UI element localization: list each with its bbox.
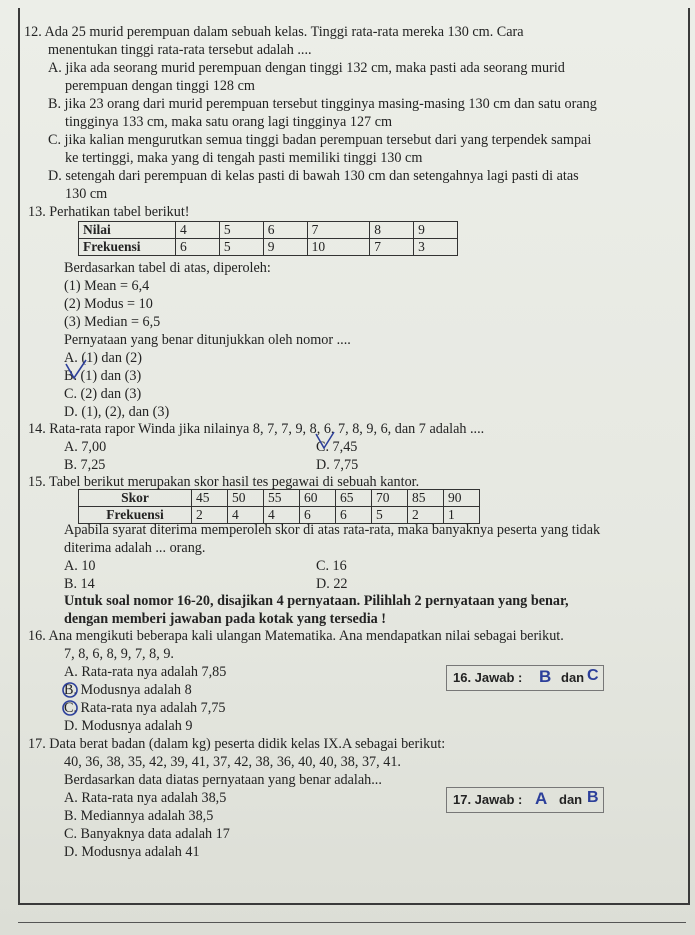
bottom-divider (18, 922, 686, 923)
instructions-line2: dengan memberi jawaban pada kotak yang tersedia ! (64, 611, 386, 627)
q13-check-mark (66, 360, 86, 378)
q16-option-d: D. Modusnya adalah 9 (64, 718, 193, 734)
table-cell: 2 (408, 507, 444, 524)
table-cell: 7 (370, 239, 414, 256)
table-cell: 8 (370, 222, 414, 239)
q14-stem: 14. Rata-rata rapor Winda jika nilainya 8, 7, 7, 9, 8, 6, 7, 8, 9, 6, dan 7 adalah .... (28, 421, 485, 437)
q16-stem: 16. Ana mengikuti beberapa kali ulangan Matematika. Ana mendapatkan nilai sebagai berikut. (28, 628, 564, 644)
table-cell: 85 (408, 490, 444, 507)
table-cell: 6 (263, 222, 307, 239)
table-header-frekuensi: Frekuensi (79, 507, 192, 524)
q12-option-b-line2: tingginya 133 cm, maka satu orang lagi tingginya 127 cm (65, 114, 393, 130)
q16-circle-mark-b (63, 683, 77, 697)
q12-stem-line2: menentukan tinggi rata-rata tersebut adalah .... (48, 42, 312, 58)
table-cell: 60 (300, 490, 336, 507)
q17-option-c: C. Banyaknya data adalah 17 (64, 826, 230, 842)
q13-option-c: C. (2) dan (3) (64, 386, 142, 402)
table-cell: 2 (192, 507, 228, 524)
q15-option-d: D. 22 (316, 576, 348, 592)
instructions-line1: Untuk soal nomor 16-20, disajikan 4 pernyataan. Pilihlah 2 pernyataan yang benar, (64, 593, 569, 609)
q13-prompt: Pernyataan yang benar ditunjukkan oleh nomor .... (64, 332, 351, 348)
q14-check-mark (316, 432, 334, 448)
q17-answer-2: B (587, 789, 599, 806)
table-cell: 90 (444, 490, 480, 507)
table-cell: 45 (192, 490, 228, 507)
q17-answer-label: 17. Jawab : (453, 792, 523, 807)
table-cell: 50 (228, 490, 264, 507)
q14-option-b: B. 7,25 (64, 457, 106, 473)
q17-option-b: B. Mediannya adalah 38,5 (64, 808, 214, 824)
q13-option-b: B. (1) dan (3) (64, 368, 142, 384)
table-cell: 6 (336, 507, 372, 524)
q16-circle-mark-c (63, 701, 77, 715)
table-cell: 65 (336, 490, 372, 507)
table-header-frekuensi: Frekuensi (79, 239, 176, 256)
table-cell: 3 (414, 239, 458, 256)
table-header-skor: Skor (79, 490, 192, 507)
table-cell: 4 (264, 507, 300, 524)
q16-answer-mid: dan (561, 670, 585, 685)
table-cell: 9 (263, 239, 307, 256)
q12-option-b-line1: B. jika 23 orang dari murid perempuan tersebut tingginya masing-masing 130 cm dan satu orang (48, 96, 597, 112)
q17-option-a: A. Rata-rata nya adalah 38,5 (64, 790, 227, 806)
q12-option-d-line1: D. setengah dari perempuan di kelas pasti di bawah 130 cm dan setengahnya lagi pasti di atas (48, 168, 579, 184)
table-header-nilai: Nilai (79, 222, 176, 239)
q15-option-a: A. 10 (64, 558, 96, 574)
q16-option-a: A. Rata-rata nya adalah 7,85 (64, 664, 227, 680)
q13-statement-3: (3) Median = 6,5 (64, 314, 161, 330)
q16-option-c: C. Rata-rata nya adalah 7,75 (64, 700, 226, 716)
q17-option-d: D. Modusnya adalah 41 (64, 844, 200, 860)
table-cell: 10 (307, 239, 370, 256)
q17-data: 40, 36, 38, 35, 42, 39, 41, 37, 42, 38, 36, 40, 40, 38, 37, 41. (64, 754, 401, 770)
table-cell: 5 (372, 507, 408, 524)
table-cell: 6 (300, 507, 336, 524)
q12-stem-line1: 12. Ada 25 murid perempuan dalam sebuah kelas. Tinggi rata-rata mereka 130 cm. Cara (24, 24, 524, 40)
table-cell: 5 (219, 222, 263, 239)
q16-answer-2: C (587, 667, 599, 684)
table-cell: 1 (444, 507, 480, 524)
q16-answer-label: 16. Jawab : (453, 670, 523, 685)
q12-option-a-line1: A. jika ada seorang murid perempuan dengan tinggi 132 cm, maka pasti ada seorang murid (48, 60, 565, 76)
q12-option-c-line1: C. jika kalian mengurutkan semua tinggi badan perempuan tersebut dari yang terpendek sampai (48, 132, 592, 148)
table-cell: 4 (176, 222, 220, 239)
q12-option-a-line2: perempuan dengan tinggi 128 cm (65, 78, 255, 94)
q17-answer-mid: dan (559, 792, 583, 807)
q15-condition-line1: Apabila syarat diterima memperoleh skor di atas rata-rata, maka banyaknya peserta yang tidak (64, 522, 601, 538)
table-cell: 5 (219, 239, 263, 256)
q15-option-c: C. 16 (316, 558, 347, 574)
q16-data: 7, 8, 6, 8, 9, 7, 8, 9. (64, 646, 174, 662)
q13-intro: Berdasarkan tabel di atas, diperoleh: (64, 260, 271, 276)
q15-option-b: B. 14 (64, 576, 95, 592)
q15-stem: 15. Tabel berikut merupakan skor hasil tes pegawai di sebuah kantor. (28, 474, 420, 490)
q13-option-d: D. (1), (2), dan (3) (64, 404, 170, 420)
q15-condition-line2: diterima adalah ... orang. (64, 540, 206, 556)
q13-statement-1: (1) Mean = 6,4 (64, 278, 150, 294)
q17-stem: 17. Data berat badan (dalam kg) peserta didik kelas IX.A sebagai berikut: (28, 736, 446, 752)
table-cell: 55 (264, 490, 300, 507)
q17-prompt: Berdasarkan data diatas pernyataan yang benar adalah... (64, 772, 382, 788)
q14-option-c: C. 7,45 (316, 439, 358, 455)
q16-option-b: B. Modusnya adalah 8 (64, 682, 192, 698)
q12-option-c-line2: ke tertinggi, maka yang di tengah pasti memiliki tinggi 130 cm (65, 150, 423, 166)
q12-option-d-line2: 130 cm (65, 186, 108, 202)
table-cell: 4 (228, 507, 264, 524)
q16-answer-1: B (539, 667, 552, 686)
q13-stem: 13. Perhatikan tabel berikut! (28, 204, 190, 220)
q13-option-a: A. (1) dan (2) (64, 350, 143, 366)
q14-option-d: D. 7,75 (316, 457, 359, 473)
q14-option-a: A. 7,00 (64, 439, 107, 455)
table-cell: 7 (307, 222, 370, 239)
q17-answer-1: A (535, 789, 548, 808)
table-cell: 9 (414, 222, 458, 239)
q13-statement-2: (2) Modus = 10 (64, 296, 153, 312)
table-cell: 70 (372, 490, 408, 507)
table-cell: 6 (176, 239, 220, 256)
